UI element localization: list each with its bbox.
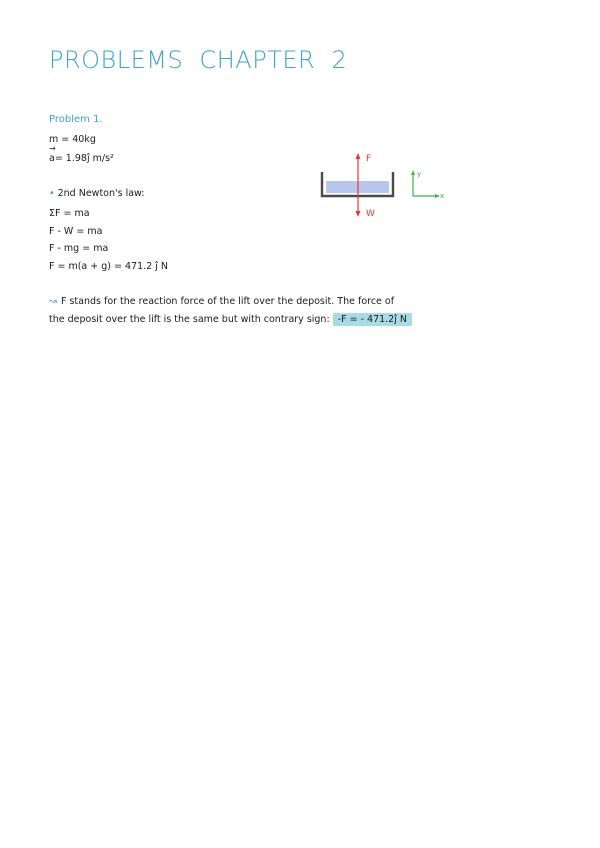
y-arrowhead bbox=[411, 170, 415, 175]
force-label: F bbox=[366, 154, 372, 164]
title-word: CHAPTER bbox=[199, 46, 316, 74]
axes-diagram bbox=[405, 165, 455, 205]
acceleration-value: = 1.98ĵ m/s² bbox=[54, 153, 114, 164]
law-heading-text: 2nd Newton's law: bbox=[57, 188, 145, 199]
note-line-1 bbox=[49, 296, 539, 307]
law-heading bbox=[49, 188, 145, 199]
note-text-1: F stands for the reaction force of the lift over the deposit. The force of bbox=[60, 296, 395, 307]
equation: ΣF = ma bbox=[49, 208, 90, 219]
arrow-right-icon: ↝ bbox=[49, 296, 57, 307]
title-word: PROBLEMS bbox=[49, 46, 184, 74]
note-line-2 bbox=[49, 314, 539, 325]
page-title bbox=[49, 46, 347, 74]
given-mass: m = 40kg bbox=[49, 134, 96, 145]
problem-label: Problem 1. bbox=[49, 114, 103, 125]
x-axis-label: x bbox=[440, 192, 445, 200]
given-acceleration bbox=[49, 153, 114, 164]
bullet-icon: • bbox=[49, 188, 55, 199]
force-arrowhead-up bbox=[356, 153, 361, 159]
title-word: 2 bbox=[331, 46, 348, 74]
note-text-2: the deposit over the lift is the same but with contrary sign: bbox=[49, 314, 330, 325]
equation: F - mg = ma bbox=[49, 243, 109, 254]
weight-arrowhead-down bbox=[356, 211, 361, 217]
vector-symbol: → a bbox=[49, 153, 55, 164]
equation: F - W = ma bbox=[49, 226, 103, 237]
equation: F = m(a + g) = 471.2 ĵ N bbox=[49, 261, 168, 272]
y-axis-label: y bbox=[417, 170, 422, 178]
answer-highlight: -F = - 471.2ĵ N bbox=[333, 313, 412, 326]
weight-label: W bbox=[366, 209, 375, 219]
